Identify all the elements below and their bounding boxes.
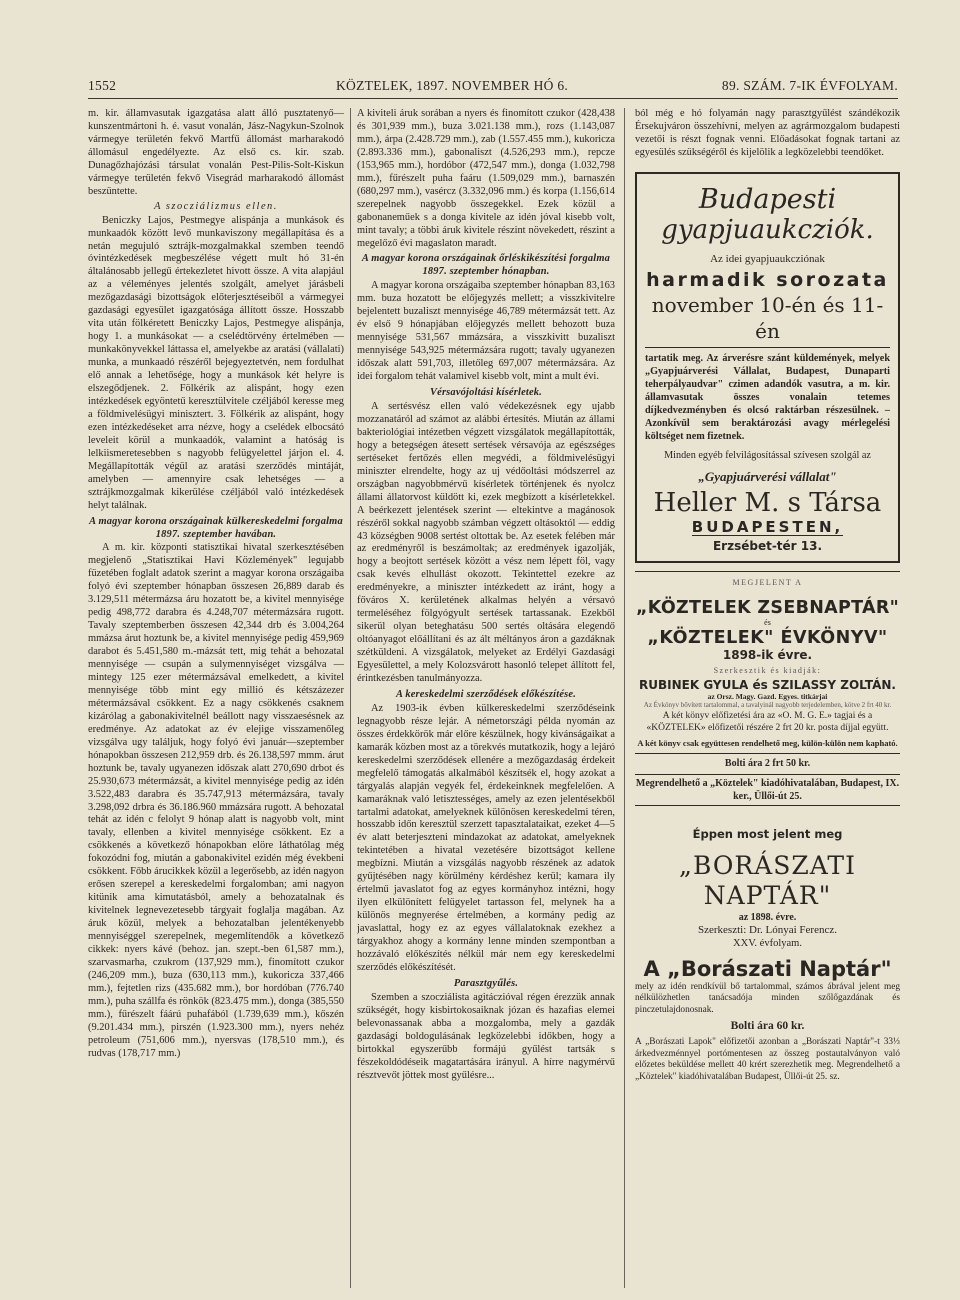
ad-shop-price: Bolti ára 60 kr. xyxy=(730,1020,805,1033)
ad-title: gyapjuaukcziók. xyxy=(661,214,874,245)
ad-title: „BORÁSZATI NAPTÁR" xyxy=(679,850,856,910)
ad-city: BUDAPESTEN, xyxy=(691,517,844,536)
article-paragraph: Az 1903-ik évben külkereskedelmi szerződéseink legnagyobb része lejár. A németországi példa nyomán az összes érdekkörök már előre készülnek, hogy kivánságaikat a kamarák közben most az a törekvés mutatkozik, hogy a lejáró kereskedelmi szerződések ellenére a mezőgazdaság érdekeit megfelelő támogatás alkalmából készítsék el, hogy azokat a tárgyalás alapján vegyék fel, érdekeinknek megfelelően. A kamaráknak való letisztességes, amely az ezen jelentésekből tartalmi adatokat, amelyeknek különösen kereskedelmi téren, hosszabb időn keresztül szerzett tapasztalataikat, ezeket 4—5 év alatt beterjeszteni mindazokat az adatokat, amelyeknek tekintetében a hivatal vezetésére bizottságot kellene megbízni. Miután a vizsgálás nagyobb részének az adatok gyűjtésében nagy körülmény kérdéshez kerül; kamara ily értelmű javaslatot fog az egyes kormányhoz intézni, hogy ilyen elkülönített felügyelet tartasson fel, melynek ha a különös megnyerése értelmében, a kormány pedig az javaslattal, hogy ez az egyes vállalatoknak ezekhez a tárgyakhoz ahogy a kormány lenne minden szempontban a hozzávaló előkészítés nélkül már nem egy kereskedelmi szerződés előkészítését. xyxy=(357,702,615,973)
section-heading: A magyar korona országainak külkereskedelmi forgalma 1897. szeptember havában. xyxy=(89,515,343,540)
ad-note: A két könyv csak együttesen rendelhető meg, külön-külön nem kapható. xyxy=(637,737,898,748)
page-number: 1552 xyxy=(88,78,117,93)
ad-announcement: Éppen most jelent meg xyxy=(692,826,843,841)
article-paragraph: ból még e hó folyamán nagy parasztgyűlést szándékozik Érsekujváron összehívni, melyen az agrármozgalom budapesti vezetői is részt fognak venni. Előadásokat fognak tartani az egyesülés szükségéről és kijelölik a legközelebbi teendőket. xyxy=(635,108,900,158)
issue-number: 89. SZÁM. 7-IK ÉVFOLYAM. xyxy=(721,78,898,93)
ad-editors-role: az Orsz. Magy. Gazd. Egyes. titkárjai xyxy=(707,691,828,701)
ad-series: harmadik sorozata xyxy=(646,268,889,291)
ad-conjunction: és xyxy=(764,617,771,627)
almanac-advertisement xyxy=(635,571,900,1084)
ad-title: „KÖZTELEK ZSEBNAPTÁR" xyxy=(635,597,900,618)
ad-volume: XXV. évfolyam. xyxy=(733,937,802,949)
ad-subtitle: Az idei gyapjuaukcziónak xyxy=(710,252,825,265)
ad-title: A „Borászati Naptár" xyxy=(643,956,892,981)
wool-auction-advertisement xyxy=(635,172,900,563)
section-heading: A kereskedelmi szerződések előkészítése. xyxy=(396,688,576,700)
section-heading: Vérsavójoltási kísérletek. xyxy=(430,387,542,399)
column-divider xyxy=(624,108,625,1288)
ad-year: 1898-ik évre. xyxy=(722,647,813,662)
column-3 xyxy=(635,108,900,1280)
ad-dates: november 10-én és 11-én xyxy=(645,292,890,348)
ad-price-info: A két könyv előfizetési ára az «O. M. G. E.» tagjai és a «KÖZTELEK» előfizetői részére 2 frt 20 kr. posta díjjal együtt. xyxy=(646,710,889,733)
ad-firm-name: Heller M. s Társa xyxy=(653,487,882,518)
ad-title: „KÖZTELEK" ÉVKÖNYV" xyxy=(647,627,888,648)
ad-company: „Gyapjuárverési vállalat" xyxy=(698,468,837,484)
article-paragraph: m. kir. államvasutak igazgatása alatt álló pusztatenyő—kunszentmártoni h. é. vasut vonalán, Jász-Nagykun-Szolnok vármegye területén fekvő Martfű állomást marharakodó állomásul engedélyezte. Az első cs. kir. szab. Dunagőzhajózási társulat vonalán Pest-Pilis-Solt-Kiskun vármegye területén fekvő Visegrád marharakodó állomást beszüntette. xyxy=(88,108,344,197)
section-heading: A magyar korona országainak őrléskikészítési forgalma 1897. szeptember hónapban. xyxy=(361,253,611,278)
article-paragraph: A m. kir. központi statisztikai hivatal szerkesztésében megjelenő „Statisztikai Havi Közlemények" legujabb füzetében foglalt adatok szerint a magyar korona országaiba folyó évi szeptember hónapban összesen 26,889 darab és 3.129,511 métermázsa áru hozatott be, a kivitel mennyisége pedig 498,772 darabra és 4.248,707 métermázsára rugott. Tavaly szeptemberben összesen 42,344 drb és 3.004,264 mmázsa árut hoztunk be, a kivitel mennyisége pedig 459,969 darabot és 5.451,580 m.-mázsát tett, mig tehát a behozatal mennyisége — csupán a sulymennyiséget vizsgálva — mintegy 125 ezer métermázsával emelkedett, a kivitel mennyisége több mint egy millió és kétszázezer métermázsával csökkent. Ez a nagy csökkenés csaknem kizárólag a gabonakivitelnél beállott nagy visszaesésnek az eredménye. Az adatokat az év elejige visszamenőleg vizsgálva ugy találjuk, hogy folyó évi január—szeptember hónapokban összesen 212,959 drb. és 26.138,597 mmm. árut hoztunk be, tavaly ugyanezen időszak alatt 270,690 drbot és 25.930,673 métermázsát, a kivitel mennyisége pedig az idén 3.522,483 darabra és 35.747,913 métermázsára, tavaly 3.298,092 drbra és 36.186.960 mmázsára rugott. A behozatal tehát az idén c felolyt 9 hónap alatt is nagyobb volt, mint tavaly, ellenben a kivitel mennyisége csökkent. Ez a csökkenés a következő hónapokban elöre láthatólag még fokozódni fog, miután a gabonakivitel ezidén még évekbeni csökkent. Főbb árucikkek közül a legerősebb, az idén nagyon erősen szerepel a kereskedelmi forgalomban; ami nagyon kitünik ama kimutatásból, amely a behozatalnak és kivitelnek legnevezetesebb tárgyait foglalja magában. Az áruk közül, melyek a behozatalban jelentékenyebb mennyiséggel szerepelnek, megemlítendők a következő cikkek: nyers kávé (behoz. jan. szept.-ben 61,587 mm.), szarvasmarha, czukrom (137,929 mm.), finomított czukor (246,209 mm.), buza (630,113 mm.), kukoricza 337,466 mm.), fejtetlen rizs (435.682 mm.), bor hordóban (776.740 mm.), puha szállfa és rönkök (823.475 mm.), donga (385,550 mm.), fűrészelt fáárú puhafából (1.739,639 mm.), kőszén (9.201.434 mm.), pirszén (1.923.300 mm.), nyers nehéz petroleum (751,606 mm.), nyersvas (178,510 mm.), és rudvas (178,717 mm.) xyxy=(88,542,344,1059)
ad-body: mely az idén rendkívül bő tartalommal, számos ábrával jelent meg nélkülözhetlen tanácsadója minden szőlőgazdának és pinczetulajdonosnak. xyxy=(635,981,900,1015)
ad-year: az 1898. évre. xyxy=(738,911,797,923)
ad-address: Erzsébet-tér 13. xyxy=(712,538,823,553)
section-heading: Parasztgyűlés. xyxy=(453,977,519,989)
ad-order-address: Megrendelhető a „Köztelek" kiadóhivatalában, Budapest, IX. ker., Üllői-út 25. xyxy=(635,774,900,806)
ad-editors-label: Szerkesztik és kiadják: xyxy=(713,665,822,675)
ad-fine-print: Az Évkönyv bővített tartalommal, a tavalyinál nagyobb terjedelemben, kötve 2 frt 40 kr. xyxy=(643,700,892,709)
ad-body: tartatik meg. Az árverésre szánt küldemények, melyek „Gyapjuárverési Vállalat, Budapest, Dunaparti teherpályaudvar" czimen adandók vasutra, a m. kir. államvasutak összes vonalain tetemes díjkedvezményben és olcsó raktárban részesülnek. – Azonkívül sem beraktározási avagy mérlegelési költséget nem fizetnek. xyxy=(645,352,890,442)
ad-title: Budapesti xyxy=(698,183,837,215)
column-2 xyxy=(357,108,615,1280)
page-header xyxy=(88,76,898,99)
article-paragraph: Szemben a szocziálista agitáczióval régen érezzük annak szükségét, hogy kisbirtokosaiknak józan és hazafias elemei belevonassanak abba a mozgalomba, mely a gazdák gazdasági boldogulásának legközelebbi időkben, hogy a birtokkal egyszerűbb formájú gyűlést tartsák s fészekoldódéseik magatartására irányul. A hírre nagymérvű résztvevőt jöttek most gyűlésre... xyxy=(357,991,615,1081)
column-divider xyxy=(350,108,351,1288)
column-1 xyxy=(88,108,344,1280)
article-paragraph: A kiviteli áruk sorában a nyers és finomított czukor (428,438 és 301,939 mm.), buza 3.021.138 mm.), rozs (1.143,087 mm.), árpa (2.428.729 mm.), zab (1.557.455 mm.), kukoricza (2.893.336 mm.), gabonaliszt (4.526,293 mm.), repcze (153,965 mm.), hordóbor (472,547 mm.), donga (1.032,798 mm.), fűrészelt puha faáru (1.509,029 mm.), barnaszén (680,297 mm.), vasércz (3.332,096 mm.) és korpa (1.156,614 szerepelnek nagyobb összegekkel. Ezek közül a gabonaneműek s a donga kivitele az idén jóval kisebb volt, mint tavaly; a többi áruk kivitele részint növekedett, részint a megelőző évi magaslaton maradt. xyxy=(357,108,615,249)
ad-editors: RUBINEK GYULA és SZILASSY ZOLTÁN. xyxy=(639,677,896,692)
ad-body: A „Borászati Lapok" előfizetői azonban a „Borászati Naptár"-t 33⅓ árkedvezménnyel portómentesen az összeg postautalványon való előzetes beküldése mellett 40 krért szerezhetik meg. Megrendelhető a „Köztelek" kiadóhivatalában Budapest, Üllői-út 25. sz. xyxy=(635,1037,900,1082)
ad-shop-price: Bolti ára 2 frt 50 kr. xyxy=(635,753,900,770)
ad-body: Minden egyéb felvilágosítással szívesen szolgál az xyxy=(664,449,871,461)
article-paragraph: A magyar korona országaiba szeptember hónapban 83,163 mm. buza hozatott be előjegyzés mellett; a visszkivitelre bejelentett buzaliszt mennyisége 46,789 métermázsát tett. Az év első 9 hónapjában előjegyzés mellett behozott buza mennyisége 531,567 mmázsára, a visszkivitt buzaliszt mennyisége 543,925 métermázsára rugott; tavaly ugyanezen időszak alatt 591,703, illetőleg 697,007 métermázsára. Az idei forgalom tehát valamivel kisebb volt, mint a mult évi. xyxy=(357,280,615,383)
article-paragraph: Beniczky Lajos, Pestmegye alispánja a munkások és munkaadók között levő munkaviszony megállapítása és a netán megujuló sztrájk-mozgalmakkal szemben teendő óvintézkedések megbeszélése végett mult hó 31-én általánosabb jellegű értekezletet hivott össze. A vita alapjául az a véleményes jelentés szolgált, amelyet járásbeli mezőgazdasági bizottságok előterjesztéseiből a vármegyei gazdasági egyesület igazgatósága állított össze. Hosszabb vita után fölkéretett Beniczky Lajos, Pestmegye alispánja, hogy 1. a munkásokat — a cselédtörvény értelmében — munkakönyvekkel láttassa el, amelyekbe az aratási (vállalati) munka, a munkaadó részéről bejegyeztetvén, nem fordulhat elő annak a lehetősége, hogy a munkások két helyre is elszegődjenek. 2. Fölkérik az alispánt, hogy ezen intézkedések egyöntetű keresztülvitele czéljából keresse meg a földmivelésügyi minisztert. 3. Fölkérik az alispánt, hogy ezen intézkedéseket arra nézve, hogy a cselédek elbocsátó leveleit körül a munkaadók, valamint a hatóság is lelkiismeretesebben s nagyobb felügyelettel járjon el. 4. Megállapították végül az aratási szerződés mintáját, amelyben — amennyire csak lehetséges — a sztrájkmozgalmak kikerülése czéljából való intézkedések helyt találnak. xyxy=(88,214,344,511)
ad-editor: Szerkeszti: Dr. Lónyai Ferencz. xyxy=(698,923,837,936)
publication-title: KÖZTELEK, 1897. NOVEMBER HÓ 6. xyxy=(336,78,569,93)
ad-ornament-line: MEGJELENT A xyxy=(732,577,803,587)
section-heading: A szocziálizmus ellen. xyxy=(154,200,278,212)
article-paragraph: A sertésvész ellen való védekezésnek egy ujabb mozzanatáról ad számot az alábbi értesítés. Miután az állami bakteriológiai intézetben végzett vizsgálatok megállapították, hogy a betegségen átesett sertések vérsavója az egészséges sertéseket fertőzés ellen megvédi, a földmivelésügyi miniszter elrendelte, hogy az uj védőoltási módszerrel az országban nagyobbmérvű kísérletek történjenek és nyolcz állami állatorvost küldött ki, ezek megbízott a kísérletekkel. A beérkezett jelentések szerint — eltekintve a magánosok részéről sokkal nagyobb számban végzett oltásoktól — eddig 43 községben 9008 sertést oltottak be. Az esetek felében már az eredményről is beszámoltak; az eredmények igazolják, hogy a beojtott sertések között a vész nem lépett föl, vagy csak kevés elhullást okozott. Tekintettel ezekre az eredményekre, a miniszter intézkedett az iránt, hogy a főváros X. kerületének alkalmas helyén a vérsavó termeléséhez fölgyógyult sertések tartassanak. Ezekből sikerül olyan beteghatásu 500 sertés oltására elegendő oltóanyagot előállítani és az ált méltányos áron a gazdáknak szétküldeni. A vizsgálatok, melyeket az Erdélyi Gazdasági Egyesülettel, a mely Kolozsvárott hasonló telepet állított fel, érintkezésben tanulmányozza. xyxy=(357,400,615,684)
